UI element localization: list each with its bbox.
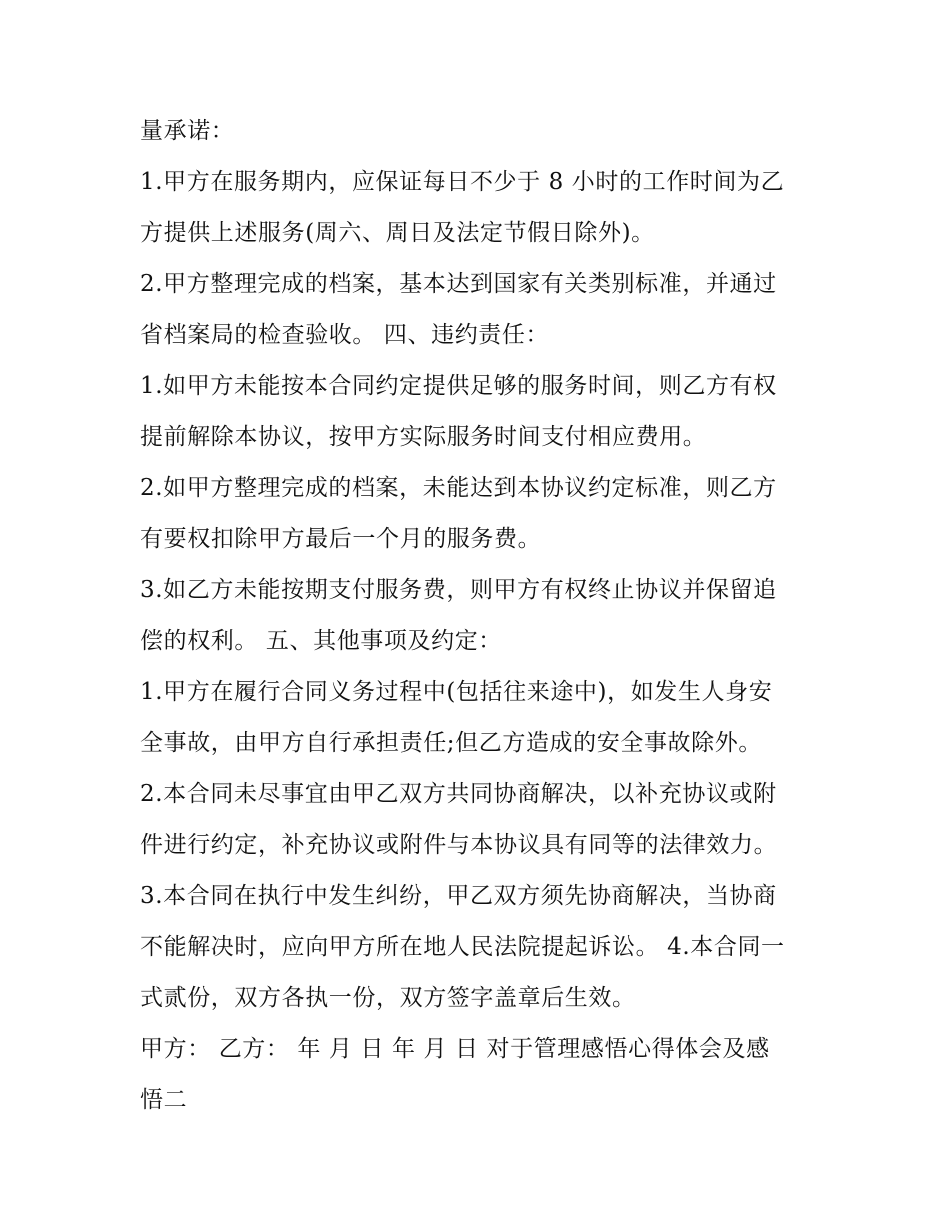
text-line: 2.如甲方整理完成的档案，未能达到本协议约定标准，则乙方 bbox=[140, 475, 777, 501]
text-line: 3.本合同在执行中发生纠纷，甲乙双方须先协商解决，当协商 bbox=[140, 883, 777, 909]
text-line: 2.甲方整理完成的档案，基本达到国家有关类别标准，并通过 bbox=[140, 271, 777, 297]
text-line: 2.本合同未尽事宜由甲乙双方共同协商解决，以补充协议或附 bbox=[140, 781, 777, 807]
document-body bbox=[140, 106, 820, 1126]
text-line: 1.如甲方未能按本合同约定提供足够的服务时间，则乙方有权 bbox=[140, 373, 777, 399]
text-line: 量承诺： bbox=[140, 118, 235, 144]
text-line: 式贰份，双方各执一份，双方签字盖章后生效。 bbox=[140, 985, 636, 1011]
text-line: 提前解除本协议，按甲方实际服务时间支付相应费用。 bbox=[140, 424, 707, 450]
text-line: 省档案局的检查验收。 四、违约责任： bbox=[140, 322, 550, 348]
text-line: 悟二 bbox=[140, 1087, 188, 1113]
text-line: 有要权扣除甲方最后一个月的服务费。 bbox=[140, 526, 542, 552]
text-line: 甲方： 乙方： 年 月 日 年 月 日 对于管理感悟心得体会及感 bbox=[140, 1036, 770, 1062]
text-line: 件进行约定，补充协议或附件与本协议具有同等的法律效力。 bbox=[140, 832, 778, 858]
text-line: 方提供上述服务(周六、周日及法定节假日除外)。 bbox=[140, 220, 655, 246]
text-line: 不能解决时，应向甲方所在地人民法院提起诉讼。 4.本合同一 bbox=[140, 934, 785, 960]
text-line: 3.如乙方未能按期支付服务费，则甲方有权终止协议并保留追 bbox=[140, 577, 777, 603]
text-line: 1.甲方在服务期内，应保证每日不少于 8 小时的工作时间为乙 bbox=[140, 169, 785, 195]
text-line: 全事故，由甲方自行承担责任;但乙方造成的安全事故除外。 bbox=[140, 730, 762, 756]
text-line: 1.甲方在履行合同义务过程中(包括往来途中)，如发生人身安 bbox=[140, 679, 773, 705]
text-line: 偿的权利。 五、其他事项及约定： bbox=[140, 628, 502, 654]
